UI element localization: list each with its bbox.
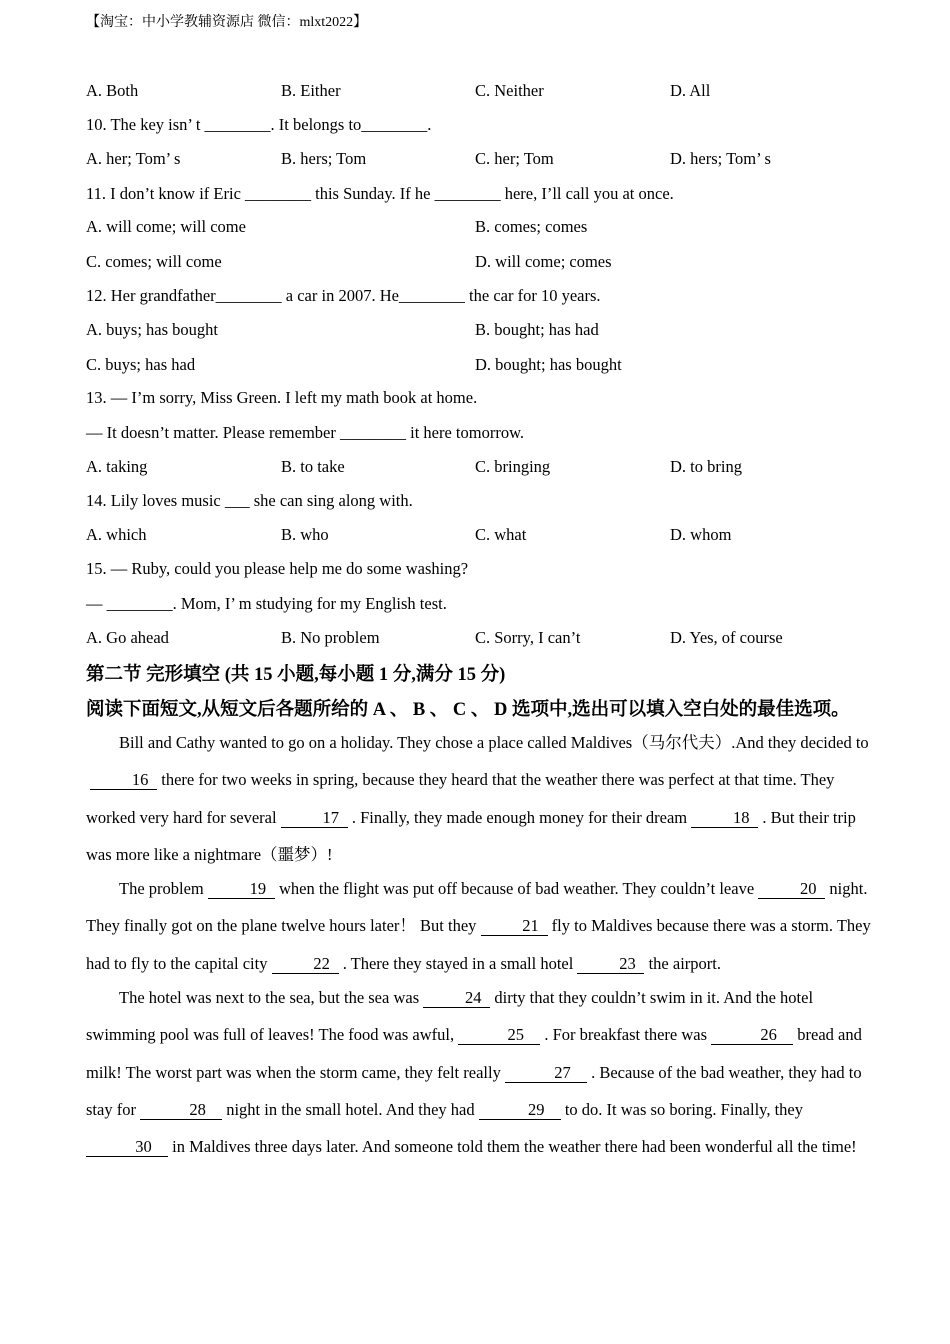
q12-stem: 12. Her grandfather________ a car in 2007. He________ the car for 10 years. [86,286,601,305]
passage-text: in Maldives three days later. And someone told them the weather there had been wonderful all the time! [168,1137,857,1157]
cloze-blank-24: 24 [423,989,490,1008]
q13-stem-2: — It doesn’t matter. Please remember ________ it here tomorrow. [86,423,525,442]
passage-text: to do. It was so boring. Finally, they [560,1099,804,1119]
q13-option-a: A. taking [86,457,148,476]
q12-option-c: C. buys; has had [86,355,196,374]
cloze-blank-25: 25 [458,1026,540,1045]
passage-paragraph-3 [86,979,876,1165]
passage-text: Bill and Cathy wanted to go on a holiday. They chose a place called Maldives（马尔代夫）.And they decided to [119,733,869,752]
cloze-blank-21: 21 [481,917,548,936]
q14-stem: 14. Lily loves music ___ she can sing along with. [86,491,413,510]
q11-option-b: B. comes; comes [475,217,588,236]
passage-text: . There they stayed in a small hotel [338,953,578,973]
section-instruction: 阅读下面短文,从短文后各题所给的 A 、 B 、 C 、 D 选项中,选出可以填入空白处的最佳选项。 [86,700,850,720]
cloze-blank-16: 16 [90,771,157,790]
q15-option-b: B. No problem [281,628,380,647]
passage-paragraph-2 [86,870,876,982]
q15-option-d: D. Yes, of course [670,628,783,647]
q13-option-c: C. bringing [475,457,551,476]
q15-option-a: A. Go ahead [86,628,169,647]
q9-option-c: C. Neither [475,81,544,100]
cloze-blank-23: 23 [577,955,644,974]
q9-option-a: A. Both [86,81,139,100]
page-header-watermark: 【淘宝：中小学教辅资源店 微信：mlxt2022】 [86,15,368,30]
q13-option-b: B. to take [281,457,345,476]
q15-option-c: C. Sorry, I can’t [475,628,581,647]
passage-paragraph-1 [86,724,876,873]
q13-stem-1: 13. — I’m sorry, Miss Green. I left my math book at home. [86,388,478,407]
q9-option-b: B. Either [281,81,341,100]
cloze-blank-22: 22 [272,955,339,974]
cloze-blank-29: 29 [479,1101,561,1120]
q10-option-d: D. hers; Tom’ s [670,149,771,168]
q14-option-b: B. who [281,525,329,544]
cloze-blank-20: 20 [758,880,825,899]
passage-text: the airport. [644,953,721,973]
q14-option-d: D. whom [670,525,732,544]
q9-option-d: D. All [670,81,711,100]
q12-option-d: D. bought; has bought [475,355,622,374]
q11-option-d: D. will come; comes [475,252,612,271]
q12-option-b: B. bought; has had [475,320,599,339]
cloze-blank-17: 17 [281,809,348,828]
passage-text: . Because of the bad weather, they had to stay for [86,1062,862,1119]
q10-option-c: C. her; Tom [475,149,554,168]
cloze-blank-18: 18 [691,809,758,828]
q11-stem: 11. I don’t know if Eric ________ this Sunday. If he ________ here, I’ll call you at once. [86,184,674,203]
passage-text: night in the small hotel. And they had [222,1099,479,1119]
q13-option-d: D. to bring [670,457,742,476]
passage-text: . For breakfast there was [540,1025,712,1045]
q10-stem: 10. The key isn’ t ________. It belongs to________. [86,115,432,134]
passage-text: night. They finally got on the plane twelve hours later！ But they [86,879,868,936]
passage-text: . Finally, they made enough money for their dream [347,807,692,827]
passage-text: dirty that they couldn’t swim in it. And the hotel swimming pool was full of leaves! The food was awful, [86,988,814,1045]
cloze-blank-30: 30 [86,1138,168,1157]
passage-text: fly to Maldives because there was a storm. They had to fly to the capital city [86,916,871,973]
cloze-blank-26: 26 [711,1026,793,1045]
q11-option-a: A. will come; will come [86,217,246,236]
passage-text: when the flight was put off because of bad weather. They couldn’t leave [274,879,759,898]
passage-text: there for two weeks in spring, because they heard that the weather there was perfect at that time. They worked very hard for several [86,770,835,827]
q14-option-a: A. which [86,525,147,544]
cloze-blank-27: 27 [505,1064,587,1083]
passage-text: bread and milk! The worst part was when the storm came, they felt really [86,1025,862,1082]
q11-option-c: C. comes; will come [86,252,222,271]
q14-option-c: C. what [475,525,527,544]
q10-option-b: B. hers; Tom [281,149,367,168]
cloze-blank-19: 19 [208,880,275,899]
passage-text: The hotel was next to the sea, but the sea was [119,988,424,1007]
q15-stem-2: — ________. Mom, I’ m studying for my English test. [86,594,447,613]
cloze-blank-28: 28 [140,1101,222,1120]
q15-stem-1: 15. — Ruby, could you please help me do some washing? [86,559,469,578]
q12-option-a: A. buys; has bought [86,320,218,339]
section-title: 第二节 完形填空 (共 15 小题,每小题 1 分,满分 15 分) [86,665,506,685]
q10-option-a: A. her; Tom’ s [86,149,181,168]
passage-text: . But their trip was more like a nightmare（噩梦）! [86,807,856,864]
passage-text: The problem [119,879,208,898]
